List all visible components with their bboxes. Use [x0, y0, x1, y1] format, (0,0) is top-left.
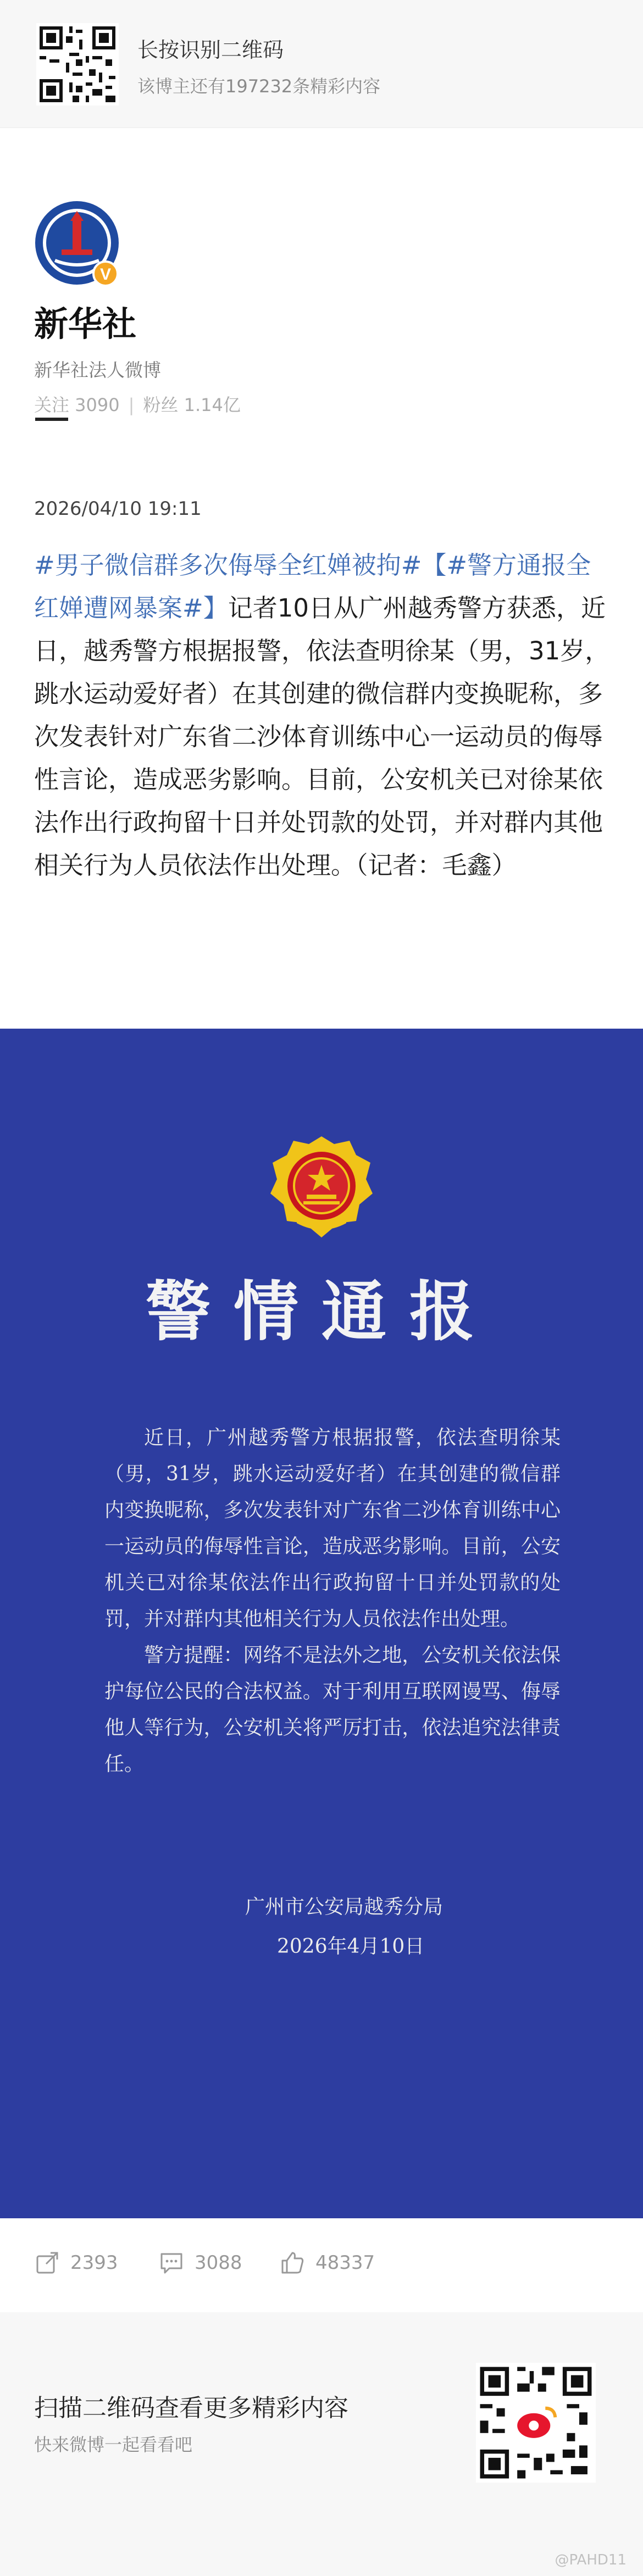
police-emblem-icon — [268, 1133, 375, 1241]
repost-button[interactable] — [34, 2246, 118, 2279]
post-timestamp: 2026/04/10 19:11 — [34, 498, 202, 520]
divider — [35, 418, 68, 421]
thumbs-up-icon — [279, 2250, 306, 2276]
hashtag-link[interactable]: #男子微信群多次侮辱全红婵被拘# — [34, 551, 422, 580]
notice-paragraph: 近日，广州越秀警方根据报警，依法查明徐某（男，31岁，跳水运动爱好者）在其创建的微信群内变换昵称，多次发表针对广东省二沙体育训练中心一运动员的侮辱性言论，造成恶劣影响。目前，公安机关已对徐某依法作出行政拘留十日并处罚款的处罚，并对群内其他相关行为人员依法作出处理。 — [104, 1426, 561, 1630]
fans-count[interactable]: 粉丝 1.14亿 — [143, 395, 241, 415]
post-text — [34, 544, 611, 887]
stats-separator: | — [128, 395, 135, 415]
hashtag-link[interactable]: 【#警方通报全红婵遭网暴案#】 — [34, 551, 591, 623]
qr-code-icon[interactable] — [36, 23, 119, 106]
account-name[interactable]: 新华社 — [34, 304, 137, 344]
bottom-qr-banner — [0, 2312, 643, 2576]
qr-banner-title: 长按识别二维码 — [137, 38, 284, 62]
scan-title: 扫描二维码查看更多精彩内容 — [34, 2394, 348, 2422]
comment-count: 3088 — [195, 2252, 242, 2274]
account-description: 新华社法人微博 — [34, 359, 161, 381]
xinhua-logo-icon[interactable] — [33, 199, 124, 290]
watermark: @PAHD11 — [555, 2552, 627, 2568]
notice-paragraph: 警方提醒：网络不是法外之地，公安机关依法保护每位公民的合法权益。对于利用互联网谩骂、侮辱他人等行为，公安机关将严厉打击，依法追究法律责任。 — [104, 1644, 561, 1775]
notice-issuer: 广州市公安局越秀分局 — [245, 1896, 444, 1918]
qr-banner-subtitle: 该博主还有197232条精彩内容 — [137, 76, 381, 97]
repost-count: 2393 — [70, 2252, 118, 2274]
comment-button[interactable] — [158, 2246, 242, 2279]
post-content: 记者10日从广州越秀警方获悉，近日，越秀警方根据报警，依法查明徐某（男，31岁，跳水运动爱好者）在其创建的微信群内变换昵称，多次发表针对广东省二沙体育训练中心一运动员的侮辱性言论，造成恶劣影响。目前，公安机关已对徐某依法作出行政拘留十日并处罚款的处罚，并对群内其他相关行为人员依法作出处理。（记者：毛鑫） — [34, 593, 610, 880]
weibo-qr-code-icon[interactable] — [476, 2363, 596, 2483]
notice-date: 2026年4月10日 — [277, 1935, 425, 1958]
notice-body — [104, 1420, 561, 1783]
notice-title: 警情通报 — [145, 1273, 497, 1350]
verified-badge: V — [99, 265, 112, 284]
like-button[interactable] — [279, 2246, 375, 2279]
police-notice-image[interactable] — [0, 1029, 643, 2218]
share-icon — [34, 2250, 60, 2276]
follow-count[interactable]: 关注 3090 — [34, 395, 120, 415]
comment-icon — [158, 2250, 185, 2276]
like-count: 48337 — [315, 2252, 375, 2274]
qr-banner — [0, 0, 643, 128]
account-stats — [34, 391, 241, 417]
scan-subtitle: 快来微博一起看看吧 — [34, 2434, 193, 2455]
